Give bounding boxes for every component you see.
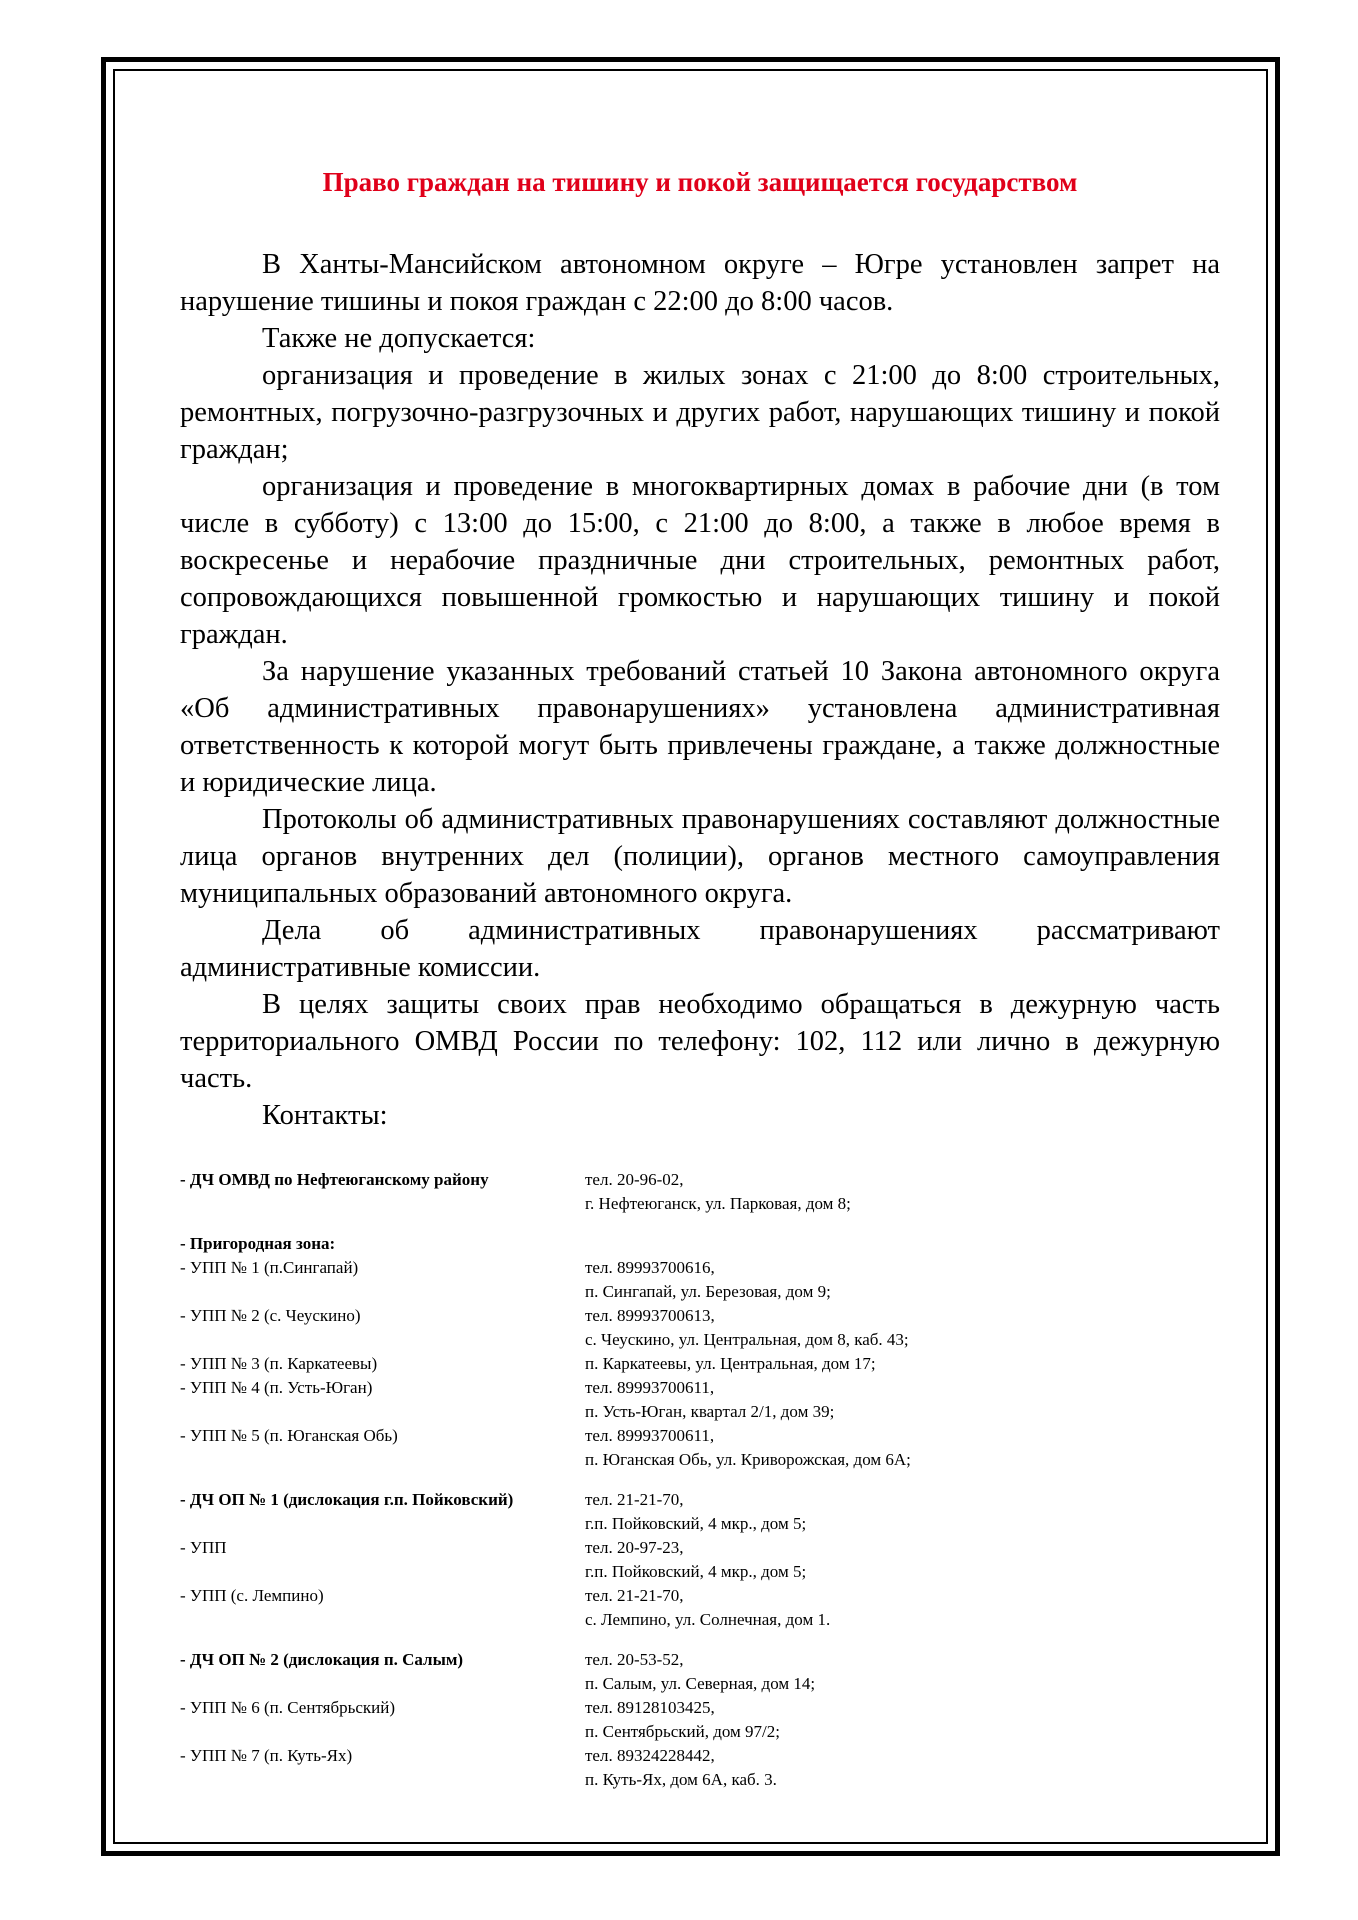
contact-row <box>180 1608 1220 1632</box>
contact-phone: тел. 89993700616, <box>585 1258 715 1277</box>
paragraph: Также не допускается: <box>262 323 536 354</box>
contact-name: - УПП № 3 (п. Каркатеевы) <box>180 1354 378 1373</box>
contact-row <box>180 1648 1220 1672</box>
contact-name: - УПП № 7 (п. Куть-Ях) <box>180 1746 353 1765</box>
contact-address: п. Юганская Обь, ул. Криворожская, дом 6А; <box>585 1450 911 1469</box>
contact-name: - УПП № 1 (п.Сингапай) <box>180 1258 359 1277</box>
contact-address: г. Нефтеюганск, ул. Парковая, дом 8; <box>585 1194 851 1213</box>
contact-row <box>180 1672 1220 1696</box>
contact-row <box>180 1512 1220 1536</box>
contact-row <box>180 1256 1220 1280</box>
contact-row <box>180 1304 1220 1328</box>
contact-address: п. Сингапай, ул. Березовая, дом 9; <box>585 1282 831 1301</box>
contact-name: - УПП № 2 (с. Чеускино) <box>180 1306 361 1325</box>
contact-address: п. Усть-Юган, квартал 2/1, дом 39; <box>585 1402 835 1421</box>
paragraph: Протоколы об административных правонарушениях составляют должностные лица органов внутренних дел (полиции), органов местного самоуправления муниципальных образований автономного округа. <box>180 804 1220 909</box>
contact-address: с. Лемпино, ул. Солнечная, дом 1. <box>585 1610 831 1629</box>
contact-address: п. Куть-Ях, дом 6А, каб. 3. <box>585 1770 777 1789</box>
contact-row <box>180 1536 1220 1560</box>
contact-address: п. Каркатеевы, ул. Центральная, дом 17; <box>585 1354 876 1373</box>
paragraph: организация и проведение в жилых зонах с 21:00 до 8:00 строительных, ремонтных, погрузочно-разгрузочных и других работ, нарушающих тишину и покой граждан; <box>180 360 1220 465</box>
paragraph: За нарушение указанных требований статьей 10 Закона автономного округа «Об административных правонарушениях» установлена административная ответственность к которой могут быть привлечены граждане, а также должностные и юридические лица. <box>180 656 1220 798</box>
document-body <box>180 246 1220 1134</box>
contact-row <box>180 1488 1220 1512</box>
contact-group-heading <box>180 1232 1220 1256</box>
contact-row <box>180 1376 1220 1400</box>
contacts-list <box>180 1168 1220 1792</box>
contact-row <box>180 1168 1220 1192</box>
contact-phone: тел. 89993700613, <box>585 1306 715 1325</box>
contact-row <box>180 1744 1220 1768</box>
contact-row <box>180 1768 1220 1792</box>
contact-address: г.п. Пойковский, 4 мкр., дом 5; <box>585 1514 807 1533</box>
contact-phone: тел. 21-21-70, <box>585 1490 684 1509</box>
contact-name: - УПП (с. Лемпино) <box>180 1586 324 1605</box>
contact-address: г.п. Пойковский, 4 мкр., дом 5; <box>585 1562 807 1581</box>
contact-phone: тел. 20-96-02, <box>585 1170 684 1189</box>
contact-address: п. Салым, ул. Северная, дом 14; <box>585 1674 816 1693</box>
contact-row <box>180 1424 1220 1448</box>
contact-row <box>180 1560 1220 1584</box>
contact-address: с. Чеускино, ул. Центральная, дом 8, каб. 43; <box>585 1330 909 1349</box>
contact-row <box>180 1400 1220 1424</box>
contact-row <box>180 1720 1220 1744</box>
contact-row <box>180 1584 1220 1608</box>
contact-row <box>180 1280 1220 1304</box>
contact-name: - УПП № 4 (п. Усть-Юган) <box>180 1378 373 1397</box>
contact-name: - УПП № 5 (п. Юганская Обь) <box>180 1426 398 1445</box>
contact-row <box>180 1192 1220 1216</box>
contact-phone: тел. 20-97-23, <box>585 1538 684 1557</box>
contact-row <box>180 1352 1220 1376</box>
contact-row <box>180 1448 1220 1472</box>
contact-phone: тел. 89993700611, <box>585 1426 715 1445</box>
paragraph: В целях защиты своих прав необходимо обращаться в дежурную часть территориального ОМВД России по телефону: 102, 112 или лично в дежурную часть. <box>180 989 1220 1094</box>
contact-address: п. Сентябрьский, дом 97/2; <box>585 1722 780 1741</box>
paragraph: организация и проведение в многоквартирных домах в рабочие дни (в том числе в субботу) с 13:00 до 15:00, с 21:00 до 8:00, а также в любое время в воскресенье и нерабочие праздничные дни строительных, ремонтных работ, сопровождающихся повышенной громкостью и нарушающих тишину и покой граждан. <box>180 471 1220 650</box>
contact-phone: тел. 20-53-52, <box>585 1650 684 1669</box>
contact-row <box>180 1696 1220 1720</box>
contact-phone: тел. 21-21-70, <box>585 1586 684 1605</box>
contact-name: - УПП № 6 (п. Сентябрьский) <box>180 1698 396 1717</box>
contact-name: - ДЧ ОМВД по Нефтеюганскому району <box>180 1170 489 1189</box>
zone-heading: - Пригородная зона: <box>180 1234 336 1253</box>
paragraph: Дела об административных правонарушениях рассматривают административные комиссии. <box>180 915 1220 983</box>
contact-name: - ДЧ ОП № 1 (дислокация г.п. Пойковский) <box>180 1490 514 1509</box>
document-title: Право граждан на тишину и покой защищается государством <box>322 167 1078 197</box>
contact-name: - ДЧ ОП № 2 (дислокация п. Салым) <box>180 1650 464 1669</box>
paragraph: В Ханты-Мансийском автономном округе – Югре установлен запрет на нарушение тишины и покоя граждан с 22:00 до 8:00 часов. <box>180 249 1220 317</box>
contact-phone: тел. 89324228442, <box>585 1746 715 1765</box>
contact-phone: тел. 89993700611, <box>585 1378 715 1397</box>
contact-row <box>180 1328 1220 1352</box>
contact-phone: тел. 89128103425, <box>585 1698 715 1717</box>
contacts-heading: Контакты: <box>262 1100 388 1131</box>
contact-name: - УПП <box>180 1538 227 1557</box>
